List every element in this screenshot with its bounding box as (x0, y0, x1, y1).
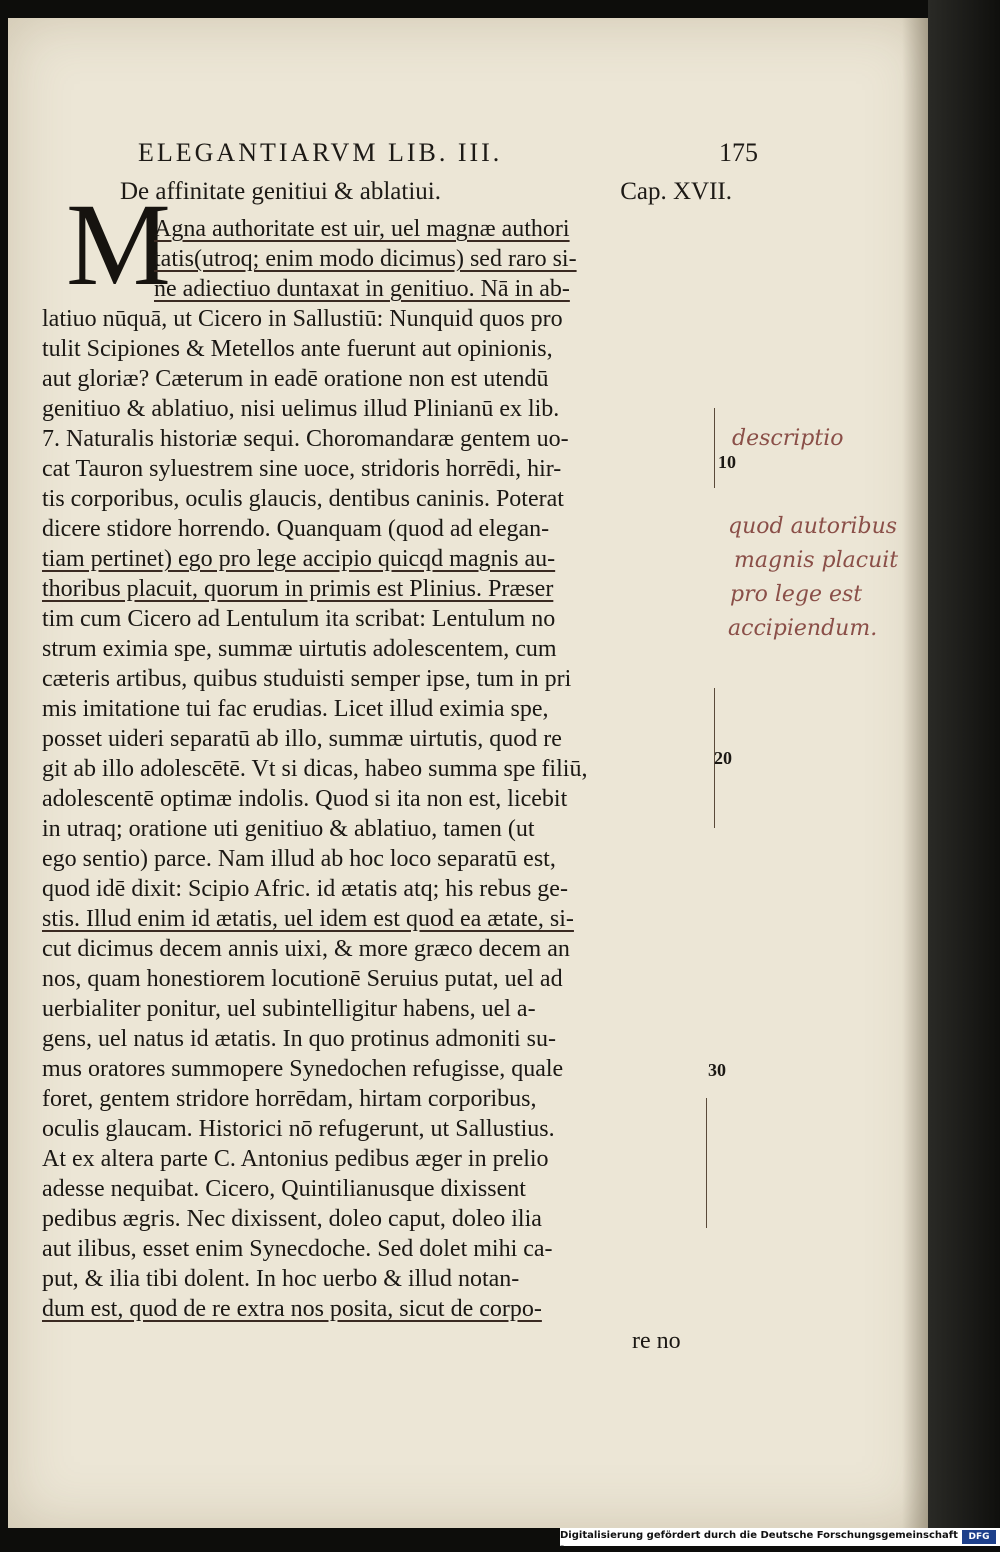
text-line: nos, quam honestiorem locutionē Seruius putat, uel ad (42, 966, 563, 992)
text-line: uerbialiter ponitur, uel subintelligitur habens, uel a- (42, 996, 536, 1022)
text-line: quod idē dixit: Scipio Afric. id ætatis atq; his rebus ge- (42, 876, 568, 902)
text-line: stis. Illud enim id ætatis, uel idem est quod ea ætate, si- (42, 906, 574, 932)
chapter-number: Cap. XVII. (620, 178, 732, 205)
chapter-title: De affinitate genitiui & ablatiui. (120, 178, 441, 205)
text-line: aut gloriæ? Cæterum in eadē oratione non est utendū (42, 366, 549, 392)
line-number: 20 (714, 748, 732, 768)
book-page (8, 18, 928, 1528)
text-line: posset uideri separatū ab illo, summæ uirtutis, quod re (42, 726, 562, 752)
text-line: genitiuo & ablatiuo, nisi uelimus illud Plinianū ex lib. (42, 396, 560, 422)
text-line: tulit Scipiones & Metellos ante fuerunt aut opinionis, (42, 336, 553, 362)
text-line: tim cum Cicero ad Lentulum ita scribat: Lentulum no (42, 606, 556, 632)
margin-bracket (700, 1098, 707, 1228)
catchword: re no (632, 1328, 681, 1354)
text-line: in utraq; oratione uti genitiuo & ablatiuo, tamen (ut (42, 816, 535, 842)
text-line: Agna authoritate est uir, uel magnæ authori (154, 216, 570, 242)
text-line: tatis(utroq; enim modo dicimus) sed raro si- (154, 246, 577, 272)
digitization-footer (560, 1528, 1000, 1552)
line-number: 10 (718, 452, 736, 472)
dfg-logo: DFG (962, 1530, 996, 1544)
running-head (138, 138, 758, 178)
text-line: strum eximia spe, summæ uirtutis adolescentem, cum (42, 636, 557, 662)
note-line: pro lege est (730, 582, 863, 607)
note-line: quod autoribus (728, 514, 898, 539)
funding-credit: Digitalisierung gefördert durch die Deutsche Forschungsgemeinschaft - (560, 1530, 958, 1552)
text-line: mus oratores summopere Synedochen refugisse, quale (42, 1056, 564, 1082)
text-line: thoribus placuit, quorum in primis est Plinius. Præser (42, 576, 554, 602)
text-line: gens, uel natus id ætatis. In quo protinus admoniti su- (42, 1026, 556, 1052)
text-line: cæteris artibus, quibus studuisti semper ipse, tum in pri (42, 666, 572, 692)
manuscript-note (728, 426, 938, 656)
note-line: descriptio (732, 426, 844, 451)
note-line: accipiendum. (728, 616, 878, 641)
text-line: latiuo nūquā, ut Cicero in Sallustiū: Nunquid quos pro (42, 306, 563, 332)
text-line: At ex altera parte C. Antonius pedibus æger in prelio (42, 1146, 549, 1172)
text-line: oculis glaucam. Historici nō refugerunt, ut Sallustius. (42, 1116, 555, 1142)
text-line: tiam pertinet) ego pro lege accipio quicqd magnis au- (42, 546, 556, 572)
text-line: dum est, quod de re extra nos posita, sicut de corpo- (42, 1296, 542, 1322)
text-line: put, & ilia tibi dolent. In hoc uerbo & illud notan- (42, 1266, 520, 1292)
text-line: foret, gentem stridore horrēdam, hirtam corporibus, (42, 1086, 537, 1112)
text-line: adesse nequibat. Cicero, Quintilianusque dixissent (42, 1176, 526, 1202)
text-line: mis imitatione tui fac erudias. Licet illud eximia spe, (42, 696, 549, 722)
body-text (42, 214, 742, 1364)
line-number: 30 (708, 1060, 726, 1080)
chapter-heading (120, 176, 732, 212)
text-line: aut ilibus, esset enim Synecdoche. Sed dolet mihi ca- (42, 1236, 553, 1262)
text-line: ego sentio) parce. Nam illud ab hoc loco separatū est, (42, 846, 556, 872)
text-line: tis corporibus, oculis glaucis, dentibus caninis. Poterat (42, 486, 564, 512)
page-number: 175 (719, 138, 758, 167)
scanner-background-strip (928, 0, 1000, 1530)
text-line: pedibus ægris. Nec dixissent, doleo caput, doleo ilia (42, 1206, 542, 1232)
margin-bracket (708, 408, 715, 488)
text-line: adolescentē optimæ indolis. Quod si ita non est, licebit (42, 786, 568, 812)
text-line: ne adiectiuo duntaxat in genitiuo. Nā in ab- (154, 276, 570, 302)
text-line: dicere stidore horrendo. Quanquam (quod ad elegan- (42, 516, 550, 542)
note-line: magnis placuit (734, 548, 899, 573)
text-line: git ab illo adolescētē. Vt si dicas, habeo summa spe filiū, (42, 756, 588, 782)
running-head-title: ELEGANTIARVM LIB. III. (138, 138, 503, 167)
text-line: 7. Naturalis historiæ sequi. Choromandaræ gentem uo- (42, 426, 569, 452)
drop-capital: M (66, 179, 171, 310)
text-line: cat Tauron syluestrem sine uoce, stridoris horrēdi, hir- (42, 456, 562, 482)
text-line: cut dicimus decem annis uixi, & more græco decem an (42, 936, 570, 962)
